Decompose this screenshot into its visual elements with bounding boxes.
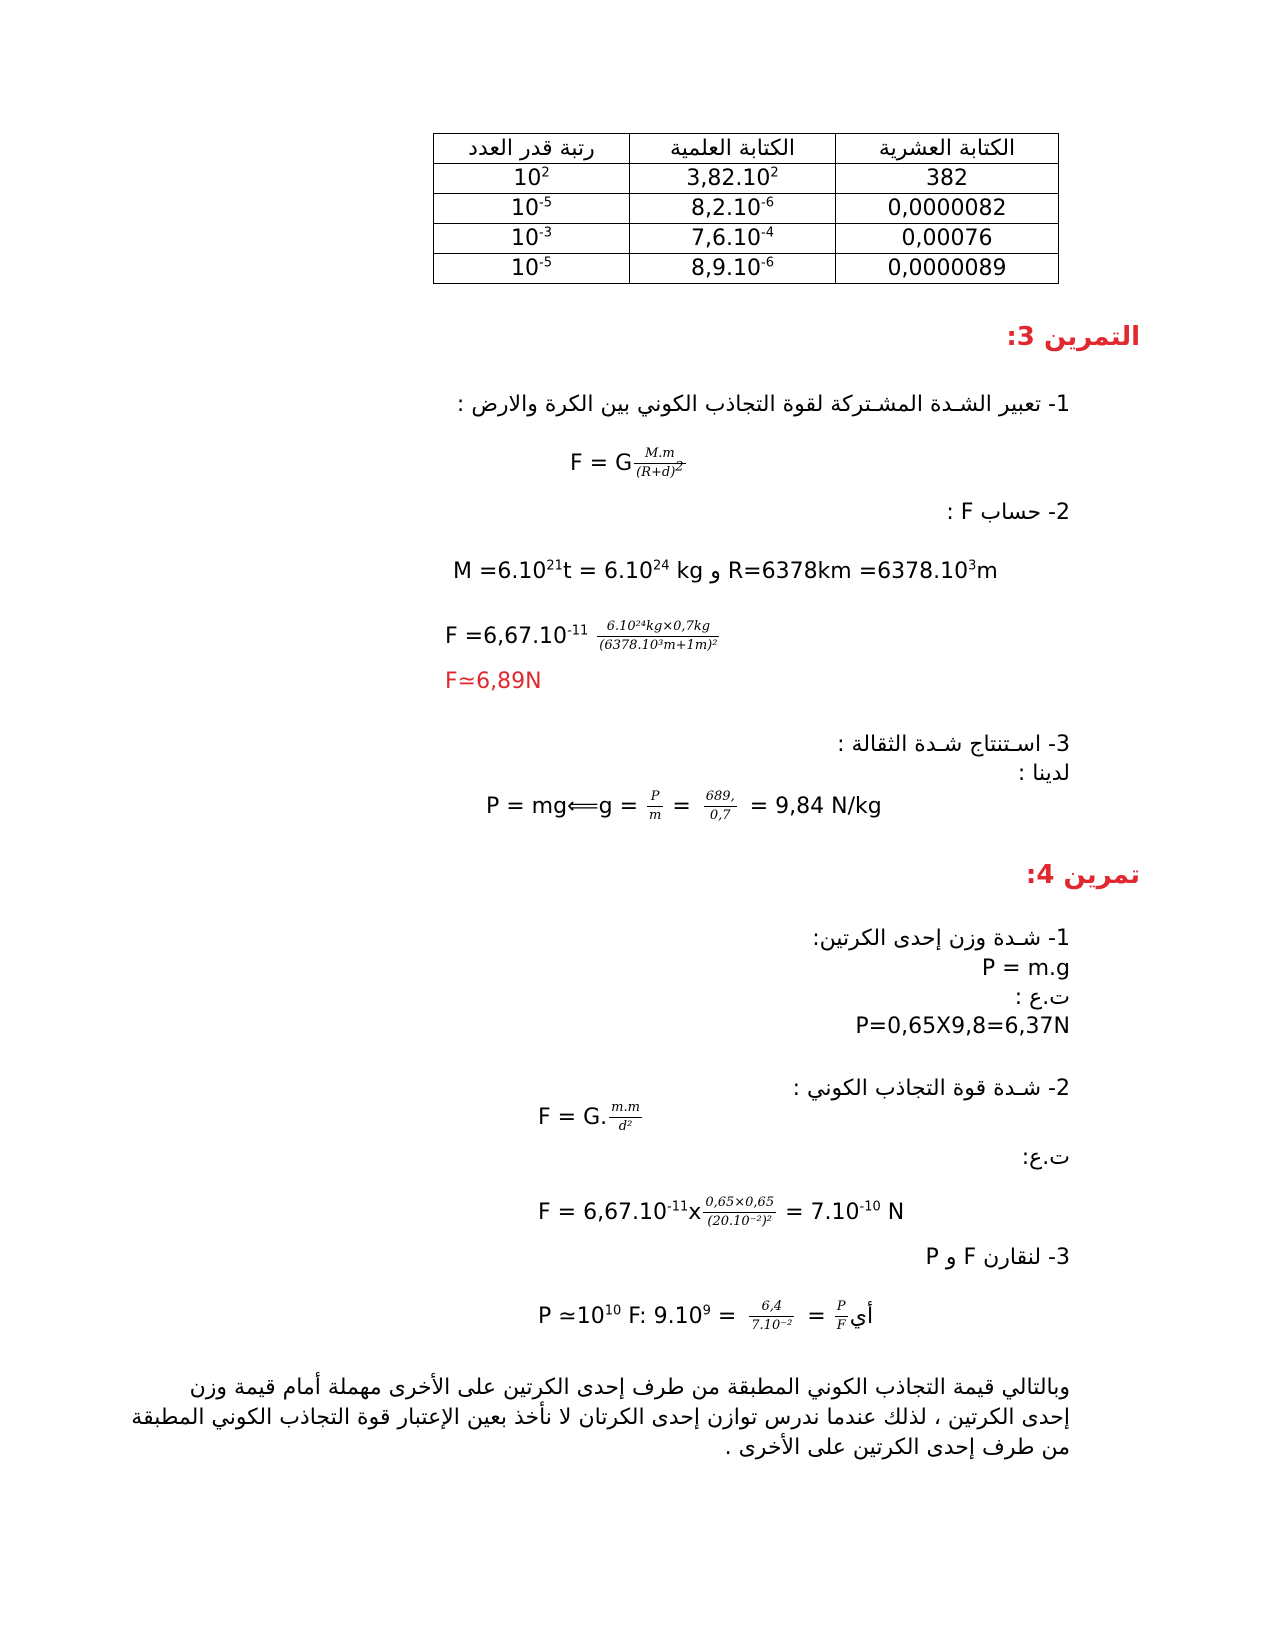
fraction: $\frac{M.m}{(R+d)^2}$ <box>636 446 684 481</box>
ex3-question-1: 1- تعبير الشـدة المشـتركة لقوة التجاذب الكوني بين الكرة والارض : <box>456 392 1070 417</box>
table-row <box>434 194 1059 224</box>
header-scientific: الكتابة العلمية <box>630 134 836 164</box>
fraction: $\frac{0,65\times 0,65}{\text{(20.10⁻²)²}}$ <box>705 1195 775 1230</box>
fraction: $\frac{689,}{0,7}$ <box>705 789 735 824</box>
cell-scientific: $7,6.10^{-4}$ <box>630 224 836 254</box>
ex4-gravitation-calc: $F = 6,67.10^{-11}x$ $\frac{0,65\times 0,65}{\text{(20.10⁻²)²}}$ = $7.10^{-10}$ N <box>538 1195 905 1230</box>
header-decimal: الكتابة العشرية <box>836 134 1059 164</box>
ex4-weight-result: P=0,65X9,8=6,37N <box>855 1014 1070 1039</box>
fraction: $\frac{6,4}{\text{7.10⁻²}}$ <box>751 1299 793 1334</box>
fraction: $\frac{P}{m}$ <box>649 789 662 824</box>
ex3-gravity-formula: P = mg⟸g = $\frac{P}{m}$ = $\frac{689,}{0,7}$ = 9,84 N/kg <box>486 789 882 824</box>
fraction: $\frac{m.m}{\text{d²}}$ <box>611 1100 640 1135</box>
table-row <box>434 254 1059 284</box>
table-header-row <box>434 134 1059 164</box>
exercise-3-title: :التمرين 3 <box>1006 322 1140 352</box>
ex4-gravitation-formula: F = G. $\frac{m.m}{\text{d²}}$ <box>538 1100 640 1135</box>
ex3-data-line: $M =6.10^{21}t = 6.10^{24}$ kg و $R=6378km =6378.10^3m$ <box>453 558 998 584</box>
ex3-result: F≃6,89N <box>445 669 542 694</box>
fraction: $\frac{P}{F}$ <box>836 1299 846 1334</box>
conclusion-line: من طرف إحدى الكرتين على الأخرى . <box>724 1435 1070 1460</box>
ex4-question-1: 1- شـدة وزن إحدى الكرتين: <box>812 926 1070 951</box>
cell-decimal: 382 <box>836 164 1059 194</box>
conclusion-line: إحدى الكرتين ، لذلك عندما ندرس توازن إحدى الكرتان لا نأخذ بعين الإعتبار قوة التجاذب الكوني المطبقة <box>131 1405 1070 1430</box>
cell-scientific: 3,82.10$^2$ <box>630 164 836 194</box>
ex4-numeric-application: ت.ع : <box>1014 985 1070 1010</box>
cell-decimal: 0,0000089 <box>836 254 1059 284</box>
conclusion-line: وبالتالي قيمة التجاذب الكوني المطبقة من طرف إحدى الكرتين على الأخرى مهملة أمام قيمة وزن <box>189 1375 1070 1400</box>
cell-scientific: $8,9.10^{-6}$ <box>630 254 836 284</box>
table-row <box>434 164 1059 194</box>
cell-order: $10^{-3}$ <box>434 224 630 254</box>
exercise-4-title: :تمرين 4 <box>1025 860 1140 890</box>
ex4-weight-formula: P = m.g <box>981 956 1070 981</box>
header-order: رتبة قدر العدد <box>434 134 630 164</box>
cell-decimal: 0,0000082 <box>836 194 1059 224</box>
ex4-comparison: P $≃10^{10}$ F: أي $\frac{P}{F}$ = $\frac{6,4}{\text{7.10⁻²}}$ = $9.10^9$ <box>538 1299 874 1334</box>
cell-order: $10^{-5}$ <box>434 254 630 284</box>
ex3-formula-1: F = G $\frac{M.m}{(R+d)^2}$ <box>570 446 684 481</box>
ex4-question-2: 2- شـدة قوة التجاذب الكوني : <box>792 1076 1070 1101</box>
cell-order: $10^{-5}$ <box>434 194 630 224</box>
ex3-calculation: $F =6,67.10^{-11}$ $\frac{\text{6.10²⁴kg×0,7kg}}{\text{(6378.10³m+1m)²}}$ <box>445 619 718 654</box>
ex3-question-2: 2- حساب F : <box>946 500 1070 525</box>
fraction: $\frac{\text{6.10²⁴kg×0,7kg}}{\text{(6378.10³m+1m)²}}$ <box>599 619 718 654</box>
ex3-given: لدينا : <box>1017 761 1070 786</box>
ex4-question-3: 3- لنقارن F و P <box>925 1245 1070 1270</box>
cell-scientific: $8,2.10^{-6}$ <box>630 194 836 224</box>
cell-decimal: 0,00076 <box>836 224 1059 254</box>
cell-order: $10^2$ <box>434 164 630 194</box>
numbers-table <box>433 133 1059 284</box>
ex3-question-3: 3- اسـتنتاج شـدة الثقالة : <box>837 732 1070 757</box>
table-row <box>434 224 1059 254</box>
ex4-conclusion <box>131 1373 1070 1463</box>
ex4-numeric-application-2: ت.ع: <box>1021 1145 1070 1170</box>
